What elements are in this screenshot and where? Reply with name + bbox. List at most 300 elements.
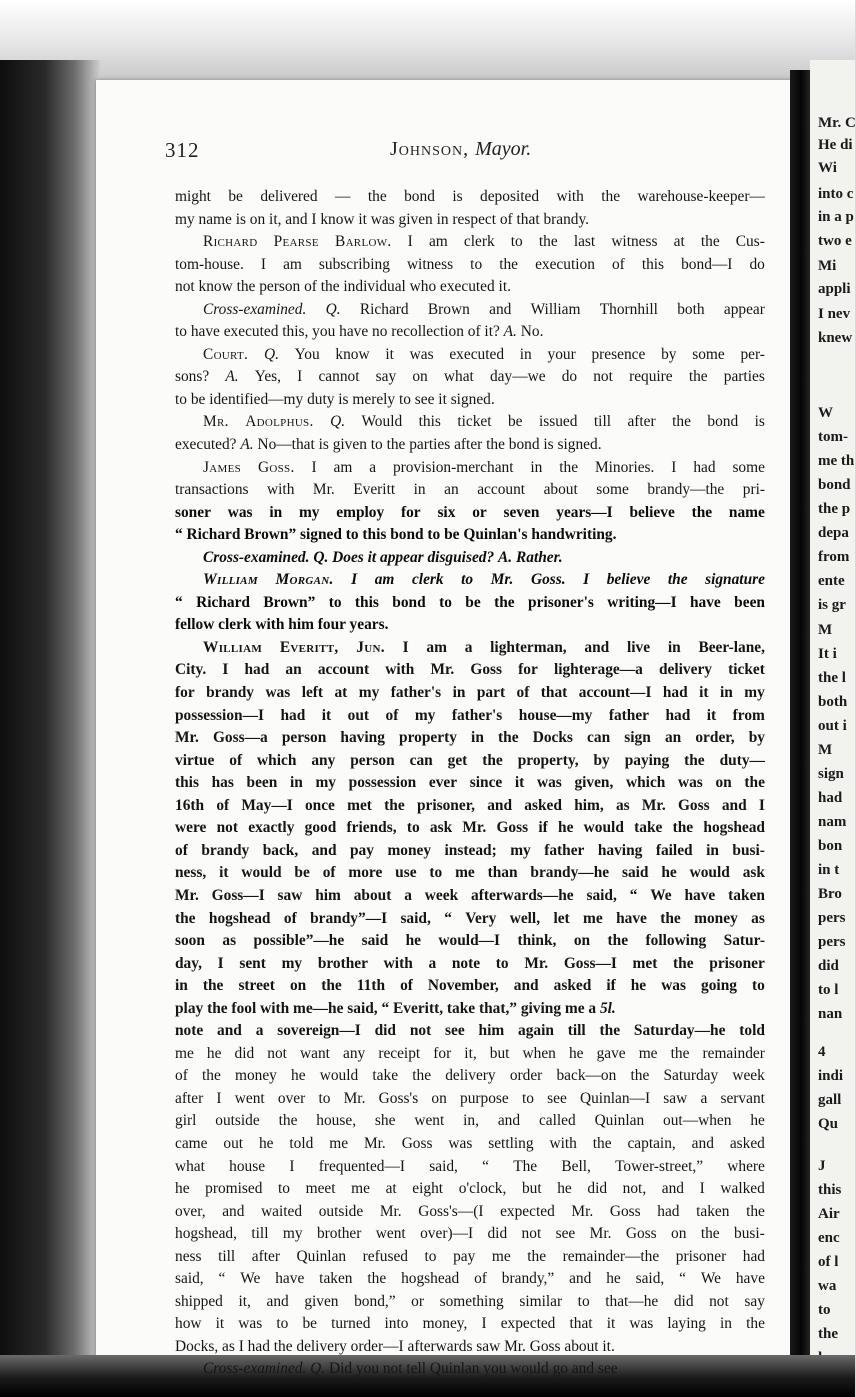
word: provision-merchant — [392, 458, 514, 476]
word: and — [513, 977, 539, 995]
word: know — [335, 345, 370, 363]
word: Richard — [196, 593, 250, 611]
word: Quinlan — [594, 1112, 645, 1130]
word: a — [255, 1022, 264, 1040]
word: Very — [465, 909, 497, 927]
text-line — [175, 772, 765, 795]
word: the — [673, 954, 694, 972]
word: We — [240, 1270, 261, 1288]
word: asked — [553, 977, 592, 995]
running-title-name: Johnson, — [390, 138, 470, 160]
word: can — [587, 729, 611, 747]
word: my — [414, 706, 436, 724]
word: laying — [667, 1315, 706, 1333]
text-run: 5l. — [599, 999, 616, 1017]
word: do — [561, 368, 578, 386]
word: Goss — [401, 1134, 433, 1152]
word: did — [487, 1225, 508, 1243]
word: delivery — [445, 1067, 496, 1085]
word: the — [202, 977, 224, 995]
word: bond — [707, 413, 739, 431]
text-line — [175, 434, 765, 457]
word: went — [414, 1112, 445, 1130]
facing-page-fragment: this — [818, 1182, 842, 1198]
word: would—I — [438, 932, 501, 950]
text-run: Does it appear disguised? — [328, 548, 499, 566]
word: Richard — [359, 300, 409, 318]
word: signature — [705, 571, 765, 589]
word: ask — [429, 819, 453, 837]
facing-page-fragment: pers — [818, 910, 846, 926]
word: Jun. — [356, 638, 385, 656]
facing-page-fragment: two e — [818, 233, 852, 249]
word: saw — [277, 886, 303, 904]
word: or — [472, 503, 487, 521]
word: where — [727, 1157, 765, 1175]
word: sons? — [175, 368, 210, 386]
word: hogshead — [703, 819, 765, 837]
word: he — [258, 1134, 274, 1152]
word: not — [267, 1044, 287, 1062]
word: the — [700, 1225, 720, 1243]
word: a — [428, 954, 437, 972]
word: to — [521, 1089, 534, 1107]
word: him — [478, 1022, 505, 1040]
word: he — [568, 1044, 584, 1062]
word: delivery — [658, 661, 712, 679]
word: he — [558, 819, 574, 837]
word: witness — [611, 233, 658, 251]
word: the — [630, 1067, 650, 1085]
word: prisoner's — [528, 593, 594, 611]
word: the — [538, 233, 558, 251]
word: he — [405, 932, 421, 950]
word: till — [567, 1022, 586, 1040]
word: was — [409, 345, 434, 363]
word: Docks — [532, 729, 573, 747]
text-line — [175, 479, 765, 502]
word: six — [437, 503, 456, 521]
word: hogshead — [208, 909, 271, 927]
word: not — [409, 1022, 432, 1040]
word: to — [318, 1089, 331, 1107]
word: be — [507, 413, 523, 431]
word: what — [175, 1157, 205, 1175]
word: the — [494, 593, 515, 611]
word: over)—I — [420, 1225, 474, 1243]
word: I — [758, 796, 765, 814]
word: Saturday—he — [633, 1022, 726, 1040]
word: writing—I — [607, 593, 677, 611]
word: and — [721, 796, 747, 814]
word: is — [452, 188, 463, 205]
word: is — [754, 413, 765, 431]
word: on — [412, 368, 428, 386]
word: get — [447, 751, 468, 769]
text-line — [175, 862, 765, 885]
word: my — [744, 684, 765, 702]
text-run: Docks, as I had the delivery order—I afterwards saw Mr. Goss about it. — [175, 1337, 615, 1355]
word: Goss — [625, 1225, 657, 1243]
word: some — [732, 458, 765, 476]
word: property — [399, 729, 457, 747]
word: of — [229, 751, 243, 769]
word: the — [691, 503, 713, 521]
facing-page-fragment: to — [818, 1302, 831, 1318]
word: Q. — [330, 413, 346, 431]
word: brother — [317, 954, 368, 972]
word: how — [175, 1315, 202, 1333]
word: of — [474, 1270, 487, 1288]
word: about — [543, 481, 578, 499]
facing-page-fragment: indi — [818, 1068, 844, 1084]
word: say — [375, 368, 397, 386]
facing-page-fragment: tom- — [818, 429, 848, 445]
word: person — [350, 751, 395, 769]
word: at — [334, 684, 348, 702]
word: out — [347, 706, 370, 724]
word: busi- — [734, 1225, 765, 1243]
word: and — [487, 796, 513, 814]
word: prisoner, — [416, 796, 475, 814]
word: I — [402, 638, 409, 656]
word: witness — [406, 255, 454, 273]
word: has — [211, 774, 234, 792]
word: lighterman, — [490, 638, 567, 656]
word: as — [222, 932, 237, 950]
text-line — [175, 659, 765, 682]
word: out — [223, 1134, 244, 1152]
text-run: to have executed this, you have no recollection of it? — [175, 323, 504, 341]
word: captain, — [627, 1134, 676, 1152]
word: the — [384, 796, 405, 814]
word: the — [607, 932, 629, 950]
word: and — [222, 1202, 245, 1220]
word: Barlow. — [335, 233, 392, 251]
word: once — [304, 796, 335, 814]
word: to — [495, 954, 509, 972]
word: ticket — [457, 413, 492, 431]
word: to — [439, 593, 452, 611]
word: at — [385, 1180, 397, 1198]
word: outside — [318, 1202, 364, 1220]
word: on — [573, 932, 591, 950]
word: met — [347, 796, 372, 814]
word: We — [650, 886, 672, 904]
word: him, — [574, 796, 604, 814]
word: than — [487, 864, 518, 882]
text-line — [175, 1065, 765, 1088]
word: account — [317, 661, 370, 679]
text-line — [175, 321, 765, 344]
word: it — [699, 684, 709, 702]
word: think, — [517, 932, 557, 950]
word: week — [732, 1067, 765, 1085]
facing-page-fragment: Qu — [818, 1116, 839, 1132]
word: Mr. — [589, 1225, 612, 1243]
word: have — [735, 1270, 765, 1288]
word: it — [606, 1315, 616, 1333]
word: me — [175, 1044, 194, 1062]
word: did — [374, 1022, 396, 1040]
word: Q. — [325, 300, 341, 318]
word: any — [343, 1044, 366, 1062]
word: and — [266, 1292, 289, 1310]
word: for — [433, 1044, 452, 1062]
word: had — [662, 684, 688, 702]
word: said, — [429, 1157, 458, 1175]
word: order, — [695, 729, 735, 747]
word: walked — [720, 1180, 765, 1198]
word: asked — [729, 1134, 765, 1152]
word: Yes, — [254, 368, 282, 386]
word: me — [491, 1247, 511, 1265]
facing-page-fragment: me th — [818, 453, 855, 469]
word: week — [424, 886, 459, 904]
word: be — [465, 593, 481, 611]
word: exactly — [248, 819, 295, 837]
word: having — [597, 841, 643, 859]
word: in — [175, 977, 188, 995]
word: last — [573, 233, 596, 251]
text-line — [175, 344, 765, 367]
word: prisoner — [675, 1247, 727, 1265]
word: brandy,” — [501, 1270, 555, 1288]
word: that — [569, 1315, 593, 1333]
text-line — [175, 840, 765, 863]
word: bond,” — [354, 1292, 396, 1310]
word: property, — [517, 751, 579, 769]
word: was — [265, 684, 291, 702]
facing-page-fragment: knew — [818, 330, 853, 346]
word: expected — [500, 1315, 556, 1333]
word: again — [518, 1022, 554, 1040]
facing-page-fragment: He di — [818, 137, 853, 153]
word: am — [333, 458, 353, 476]
word: Mr. — [524, 954, 549, 972]
word: turned — [331, 1315, 371, 1333]
word: possession—I — [175, 706, 264, 724]
word: it, — [238, 1292, 251, 1310]
word: not — [593, 368, 613, 386]
word: note — [175, 1022, 204, 1040]
word: asked — [524, 796, 562, 814]
word: eight — [412, 1180, 444, 1198]
word: had — [244, 661, 270, 679]
word: it — [385, 345, 394, 363]
word: Mr. — [571, 1202, 594, 1220]
word: have — [689, 593, 721, 611]
word: and — [691, 1134, 714, 1152]
word: the — [746, 1315, 765, 1333]
word: paying — [624, 751, 670, 769]
word: the — [499, 255, 519, 273]
running-head — [165, 138, 765, 164]
text-line — [175, 1110, 765, 1133]
word: November, — [427, 977, 499, 995]
word: given, — [574, 774, 614, 792]
word: Adolphus. — [245, 413, 314, 431]
word: Cross-examined. — [203, 300, 307, 318]
facing-page-fragment: M — [818, 742, 833, 758]
word: into — [384, 1315, 409, 1333]
word: pay — [453, 1247, 476, 1265]
text-line — [175, 569, 765, 592]
word: tom-house. — [175, 255, 244, 273]
word: to — [276, 1315, 289, 1333]
word: bond—I — [681, 255, 733, 273]
word: on — [671, 1225, 687, 1243]
facing-page-fragment: of l — [818, 1254, 839, 1270]
word: he — [557, 1180, 572, 1198]
text-line — [175, 1313, 765, 1336]
word: taken — [319, 1270, 353, 1288]
word: Goss — [470, 661, 503, 679]
word: would — [689, 864, 730, 882]
word: transactions — [175, 481, 249, 499]
text-run: A. — [498, 548, 513, 566]
word: brandy—he — [530, 864, 610, 882]
word: said, — [635, 1270, 665, 1288]
text-line — [175, 682, 765, 705]
word: more — [348, 864, 383, 882]
word: I — [217, 954, 224, 972]
facing-page-fragment: It i — [818, 646, 837, 662]
word: he — [291, 1067, 306, 1085]
word: can — [409, 751, 433, 769]
word: back—on — [556, 1067, 617, 1085]
word: when — [522, 1044, 556, 1062]
facing-page-fragment: into c — [818, 186, 854, 202]
word: busi- — [732, 841, 765, 859]
word: ask — [742, 864, 765, 882]
word: the — [498, 729, 519, 747]
word: the — [202, 1067, 221, 1085]
word: brother — [316, 1225, 362, 1243]
word: did — [673, 1292, 694, 1310]
text-run: Q. — [310, 1360, 326, 1378]
text-line — [175, 908, 765, 931]
facing-page-fragment: did — [818, 958, 839, 974]
word: failed — [655, 841, 693, 859]
word: given — [304, 1292, 339, 1310]
word: cannot — [318, 368, 360, 386]
word: outside — [215, 1112, 260, 1130]
word: said, — [586, 886, 617, 904]
text-run: Cross-examined. — [203, 548, 310, 566]
word: Minories. — [594, 458, 655, 476]
facing-page-fragment: Bro — [818, 886, 842, 902]
word: remainder — [702, 1044, 765, 1062]
word: bond — [404, 188, 435, 205]
word: had — [280, 706, 306, 724]
word: o'clock, — [458, 1180, 507, 1198]
word: promised — [205, 1180, 263, 1198]
word: the — [482, 751, 503, 769]
word: the — [278, 1112, 298, 1130]
text-line — [175, 1201, 765, 1224]
word: which — [257, 751, 297, 769]
word: it — [706, 706, 717, 724]
word: taken — [696, 1202, 730, 1220]
text-line — [175, 930, 765, 953]
word: clerk — [463, 233, 495, 251]
word: by — [748, 729, 765, 747]
word: take — [634, 819, 663, 837]
text-line — [175, 795, 765, 818]
word: Mr. — [462, 819, 487, 837]
word: subscribing — [318, 255, 390, 273]
word: name — [728, 503, 765, 521]
word: a — [700, 1089, 708, 1107]
facing-page-fragment: wa — [818, 1278, 837, 1294]
word: of — [283, 909, 297, 927]
word: the — [367, 188, 387, 205]
word: Goss — [677, 796, 710, 814]
word: of — [516, 684, 530, 702]
facing-page-fragment: depa — [818, 525, 849, 541]
word: some — [692, 345, 725, 363]
facing-page-fragment: sign — [818, 766, 844, 782]
word: over — [277, 1089, 306, 1107]
word: Q. — [263, 345, 279, 363]
word: a — [464, 638, 473, 656]
word: did — [587, 1180, 608, 1198]
word: be — [294, 864, 310, 882]
word: money — [694, 909, 738, 927]
word: of — [216, 796, 230, 814]
word: my — [358, 684, 380, 702]
word: warehouse-keeper— — [637, 188, 765, 205]
word: the — [175, 909, 196, 927]
word: Everitt — [353, 481, 396, 499]
word: the — [321, 977, 342, 995]
text-line — [175, 998, 765, 1021]
word: following — [645, 932, 707, 950]
text-run: “ Richard Brown” signed to this bond to be Quinlan's handwriting. — [175, 526, 617, 544]
word: would — [241, 864, 282, 882]
word: told — [739, 1022, 765, 1040]
word: about — [353, 886, 392, 904]
word: had — [657, 1202, 680, 1220]
word: Bell, — [561, 1157, 591, 1175]
word: Mr. — [430, 661, 455, 679]
facing-page-fragment: bond — [818, 477, 851, 493]
word: street — [238, 977, 275, 995]
word: virtue — [175, 751, 215, 769]
word: Brown — [427, 300, 470, 318]
word: father's — [390, 684, 442, 702]
word: my — [281, 954, 303, 972]
word: me — [329, 1134, 349, 1152]
word: brandy — [206, 684, 254, 702]
word: day—we — [489, 368, 546, 386]
facing-page-fragment: pers — [818, 934, 846, 950]
word: pri- — [742, 481, 765, 499]
text-run: play the fool with me—he said, “ Everitt, take that,” giving me a — [175, 999, 600, 1017]
word: possession — [348, 774, 417, 792]
facing-page-fragment: in t — [818, 862, 840, 878]
word: been — [246, 774, 278, 792]
word: ness — [175, 1247, 202, 1265]
word: would — [319, 1067, 359, 1085]
word: of — [400, 977, 413, 995]
word: to — [328, 593, 342, 611]
word: me — [351, 1180, 370, 1198]
text-line — [175, 186, 765, 209]
word: did — [234, 1044, 255, 1062]
text-line — [175, 1133, 765, 1156]
